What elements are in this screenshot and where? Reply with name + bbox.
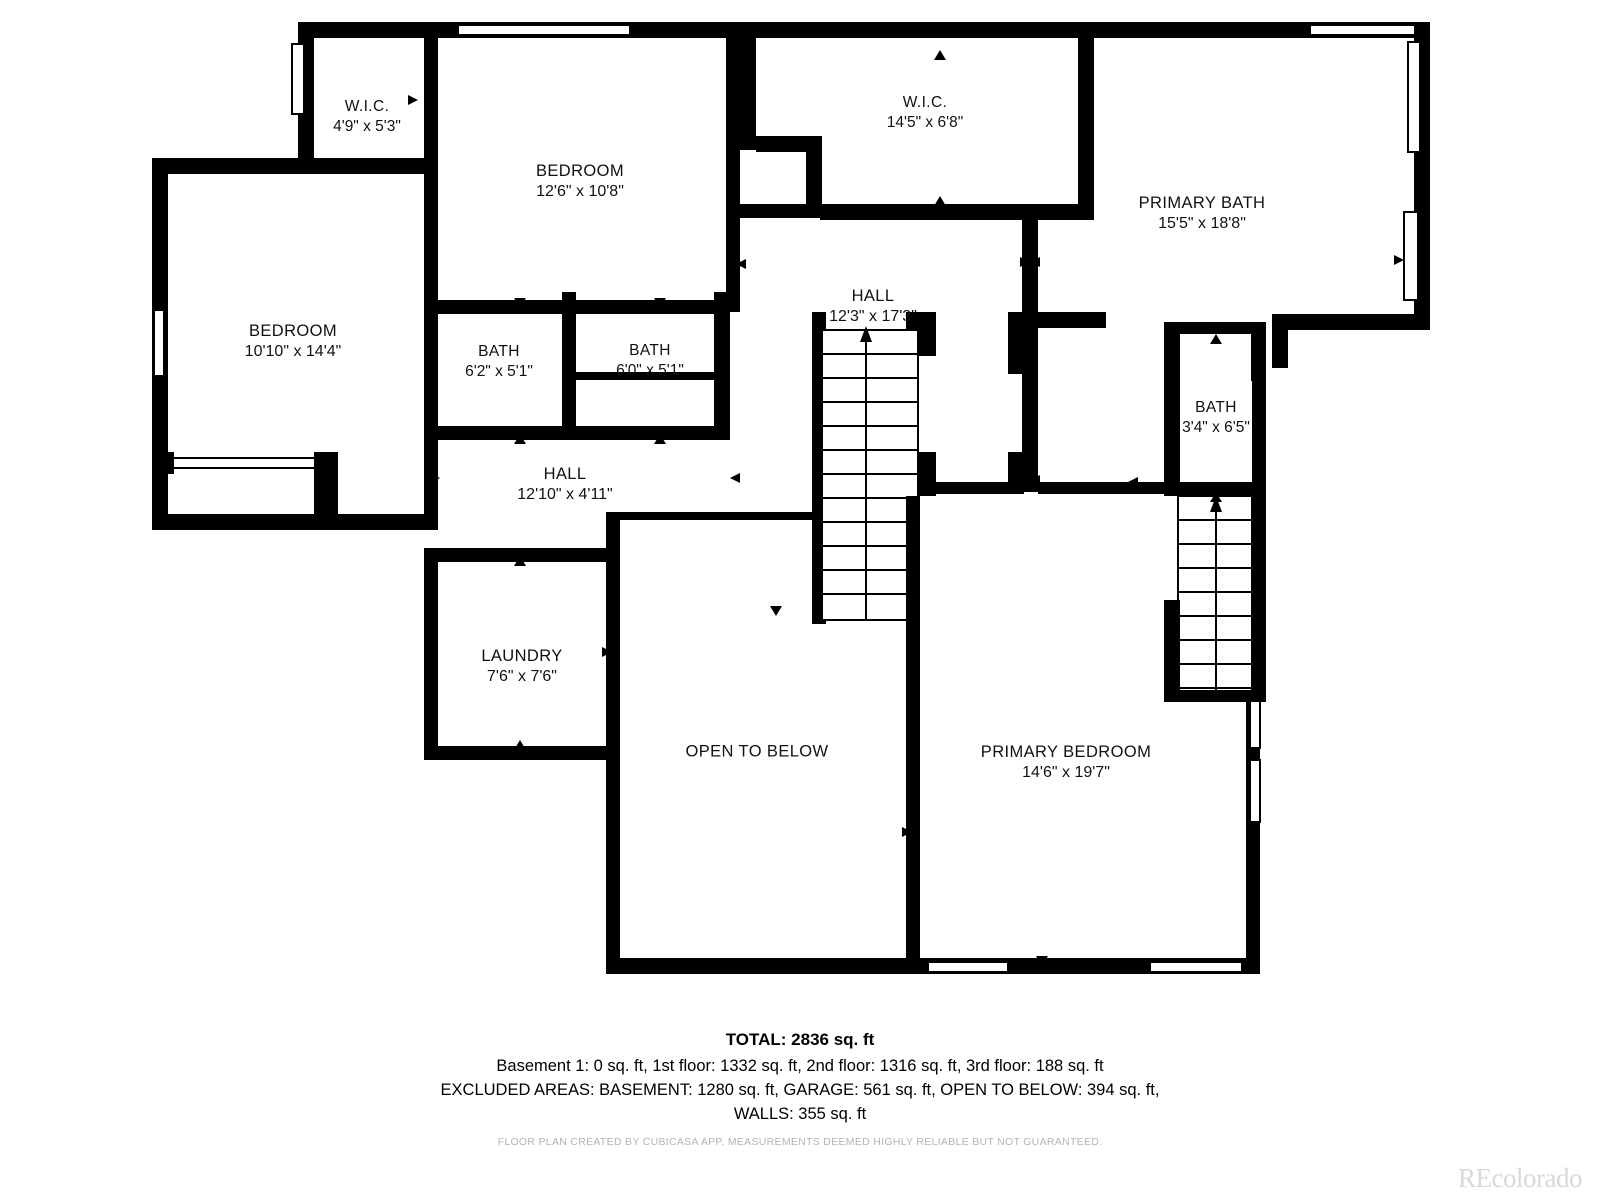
footer-line-1: Basement 1: 0 sq. ft, 1st floor: 1332 sq. ft, 2nd floor: 1316 sq. ft, 3rd floor: 188 sq. ft — [496, 1057, 1104, 1075]
room-name: HALL — [851, 287, 895, 306]
room-name: BATH — [478, 343, 520, 361]
room-name: BEDROOM — [535, 162, 625, 181]
room-name: LAUNDRY — [481, 647, 563, 666]
room-dimensions: 12'3" x 17'3" — [829, 308, 917, 326]
room-dimensions: 12'10" x 4'11" — [517, 486, 613, 504]
footer-line-2: EXCLUDED AREAS: BASEMENT: 1280 sq. ft, GARAGE: 561 sq. ft, OPEN TO BELOW: 394 sq. ft, — [440, 1080, 1160, 1099]
room-name: W.I.C. — [344, 98, 390, 116]
room-dimensions: 6'0" x 5'1" — [616, 362, 684, 379]
room-dimensions: 7'6" x 7'6" — [487, 668, 557, 686]
disclaimer-text: FLOOR PLAN CREATED BY CUBICASA APP. MEASUREMENTS DEEMED HIGHLY RELIABLE BUT NOT GUARANTEED. — [497, 1136, 1103, 1148]
footer-total: TOTAL: 2836 sq. ft — [725, 1030, 875, 1049]
room-dimensions: 12'6" x 10'8" — [536, 183, 624, 201]
room-dimensions: 10'10" x 14'4" — [244, 343, 342, 361]
room-name: BATH — [1195, 399, 1237, 417]
room-dimensions: 4'9" x 5'3" — [333, 118, 401, 135]
room-dimensions: 14'6" x 19'7" — [1022, 764, 1110, 782]
room-dimensions: 14'5" x 6'8" — [886, 114, 964, 131]
footer-breakdown — [0, 1055, 1600, 1127]
room-dimensions: 3'4" x 6'5" — [1182, 419, 1250, 436]
room-name: PRIMARY BEDROOM — [980, 743, 1152, 762]
room-name: BATH — [629, 342, 671, 360]
walls-layer — [152, 22, 1430, 974]
room-dimensions: 15'5" x 18'8" — [1158, 215, 1246, 233]
room-name: PRIMARY BATH — [1138, 194, 1266, 213]
room-name: W.I.C. — [902, 94, 948, 112]
footer-line-3: WALLS: 355 sq. ft — [733, 1104, 867, 1123]
room-dimensions: 6'2" x 5'1" — [465, 363, 533, 380]
room-name: BEDROOM — [248, 322, 338, 341]
room-name: OPEN TO BELOW — [685, 742, 829, 761]
room-name: HALL — [543, 465, 587, 484]
brand-watermark: REcolorado — [1458, 1163, 1582, 1193]
